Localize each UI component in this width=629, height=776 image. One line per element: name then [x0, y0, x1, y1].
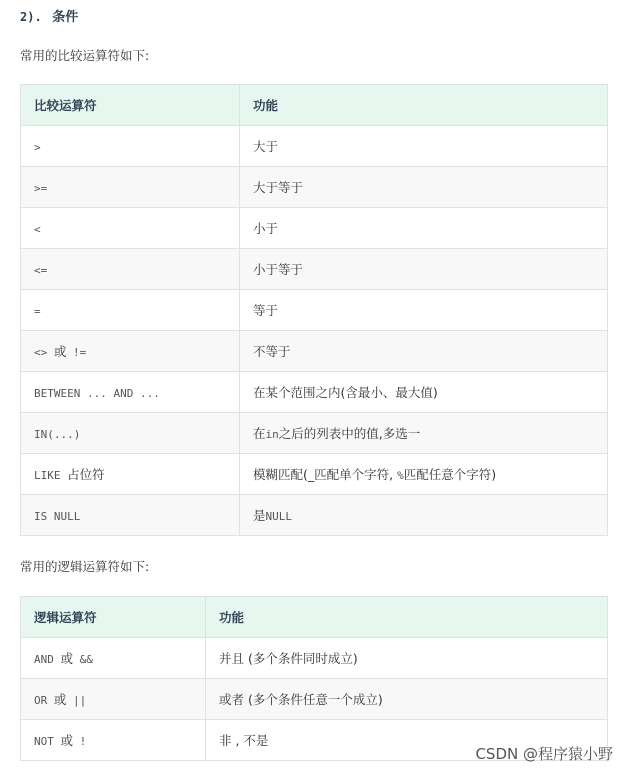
cell-text: > [34, 140, 41, 154]
cell-text: 不等于 [253, 344, 291, 359]
logical-header-row [21, 597, 608, 638]
cell-text: = [34, 304, 41, 318]
cell-text: 非 , 不是 [219, 733, 269, 748]
logical-intro: 常用的逻辑运算符如下: [20, 559, 150, 574]
cell-text: 匹配任意个字符) [403, 467, 497, 482]
cell-text: BETWEEN ... AND ... [34, 386, 160, 400]
cell-text: 或 [60, 651, 74, 666]
cell-text: <= [34, 263, 48, 277]
table-row [21, 167, 608, 208]
comparison-function-cell [240, 331, 608, 372]
cell-text: != [66, 346, 87, 359]
cell-text: IN(...) [34, 427, 81, 441]
table-row [21, 454, 608, 495]
cell-text: ! [73, 735, 87, 748]
table-row [21, 249, 608, 290]
cell-text: AND [34, 653, 61, 666]
table-row [21, 495, 608, 536]
comparison-function-cell [240, 249, 608, 290]
table-row [21, 413, 608, 454]
comparison-header-function: 功能 [240, 85, 608, 126]
comparison-function-cell [240, 495, 608, 536]
table-row [21, 679, 608, 720]
cell-text: && [73, 653, 93, 666]
watermark: CSDN @程序猿小野 [475, 745, 613, 763]
cell-text: < [34, 222, 41, 236]
cell-text: IS NULL [34, 509, 81, 523]
cell-text: LIKE [34, 469, 68, 482]
comparison-operator-cell [21, 331, 240, 372]
comparison-table [20, 84, 608, 536]
logical-operator-cell [21, 679, 206, 720]
table-row [21, 638, 608, 679]
cell-text: 或 [53, 692, 67, 707]
cell-text: OR [34, 694, 54, 707]
cell-text: || [66, 694, 87, 707]
comparison-operator-cell [21, 249, 240, 290]
comparison-function-cell [240, 413, 608, 454]
comparison-operator-cell [21, 495, 240, 536]
cell-text: 占位符 [67, 467, 105, 482]
cell-text: 等于 [253, 303, 279, 318]
cell-text: 是 [253, 508, 266, 523]
cell-text: 大于等于 [253, 180, 304, 195]
cell-text: 之后的列表中的值,多选一 [278, 426, 421, 441]
table-row [21, 126, 608, 167]
comparison-intro: 常用的比较运算符如下: [20, 48, 150, 63]
comparison-function-cell [240, 208, 608, 249]
cell-text: 并且 (多个条件同时成立) [219, 651, 358, 666]
comparison-function-cell [240, 126, 608, 167]
cell-text: in [265, 428, 279, 441]
cell-text: 在某个范围之内(含最小、最大值) [253, 385, 438, 400]
cell-text: 小于 [253, 221, 279, 236]
table-row [21, 208, 608, 249]
cell-text: % [397, 469, 404, 482]
comparison-header-operator: 比较运算符 [21, 85, 240, 126]
cell-text: NULL [265, 510, 293, 523]
comparison-operator-cell [21, 126, 240, 167]
cell-text: 模糊匹配(_匹配单个字符, [253, 467, 398, 482]
comparison-header-row [21, 85, 608, 126]
cell-text: 或 [60, 733, 74, 748]
logical-header-function: 功能 [206, 597, 608, 638]
table-row [21, 331, 608, 372]
table-row [21, 372, 608, 413]
cell-text: <> [34, 346, 54, 359]
cell-text: >= [34, 181, 48, 195]
logical-table [20, 596, 608, 761]
comparison-body [21, 126, 608, 536]
logical-header-operator: 逻辑运算符 [21, 597, 206, 638]
logical-operator-cell [21, 720, 206, 761]
logical-operator-cell [21, 638, 206, 679]
comparison-operator-cell [21, 290, 240, 331]
table-row [21, 290, 608, 331]
cell-text: 小于等于 [253, 262, 304, 277]
logical-function-cell [206, 679, 608, 720]
comparison-function-cell [240, 290, 608, 331]
cell-text: 在 [253, 426, 266, 441]
logical-function-cell [206, 638, 608, 679]
section-title [20, 6, 78, 25]
cell-text: NOT [34, 735, 61, 748]
comparison-function-cell [240, 372, 608, 413]
comparison-function-cell [240, 454, 608, 495]
comparison-operator-cell [21, 372, 240, 413]
section-heading: 条件 [52, 10, 79, 25]
cell-text: 或者 (多个条件任意一个成立) [219, 692, 383, 707]
comparison-operator-cell [21, 167, 240, 208]
comparison-operator-cell [21, 454, 240, 495]
comparison-operator-cell [21, 413, 240, 454]
cell-text: 或 [53, 344, 67, 359]
comparison-operator-cell [21, 208, 240, 249]
section-number: 2). [20, 10, 42, 24]
comparison-function-cell [240, 167, 608, 208]
cell-text: 大于 [253, 139, 279, 154]
